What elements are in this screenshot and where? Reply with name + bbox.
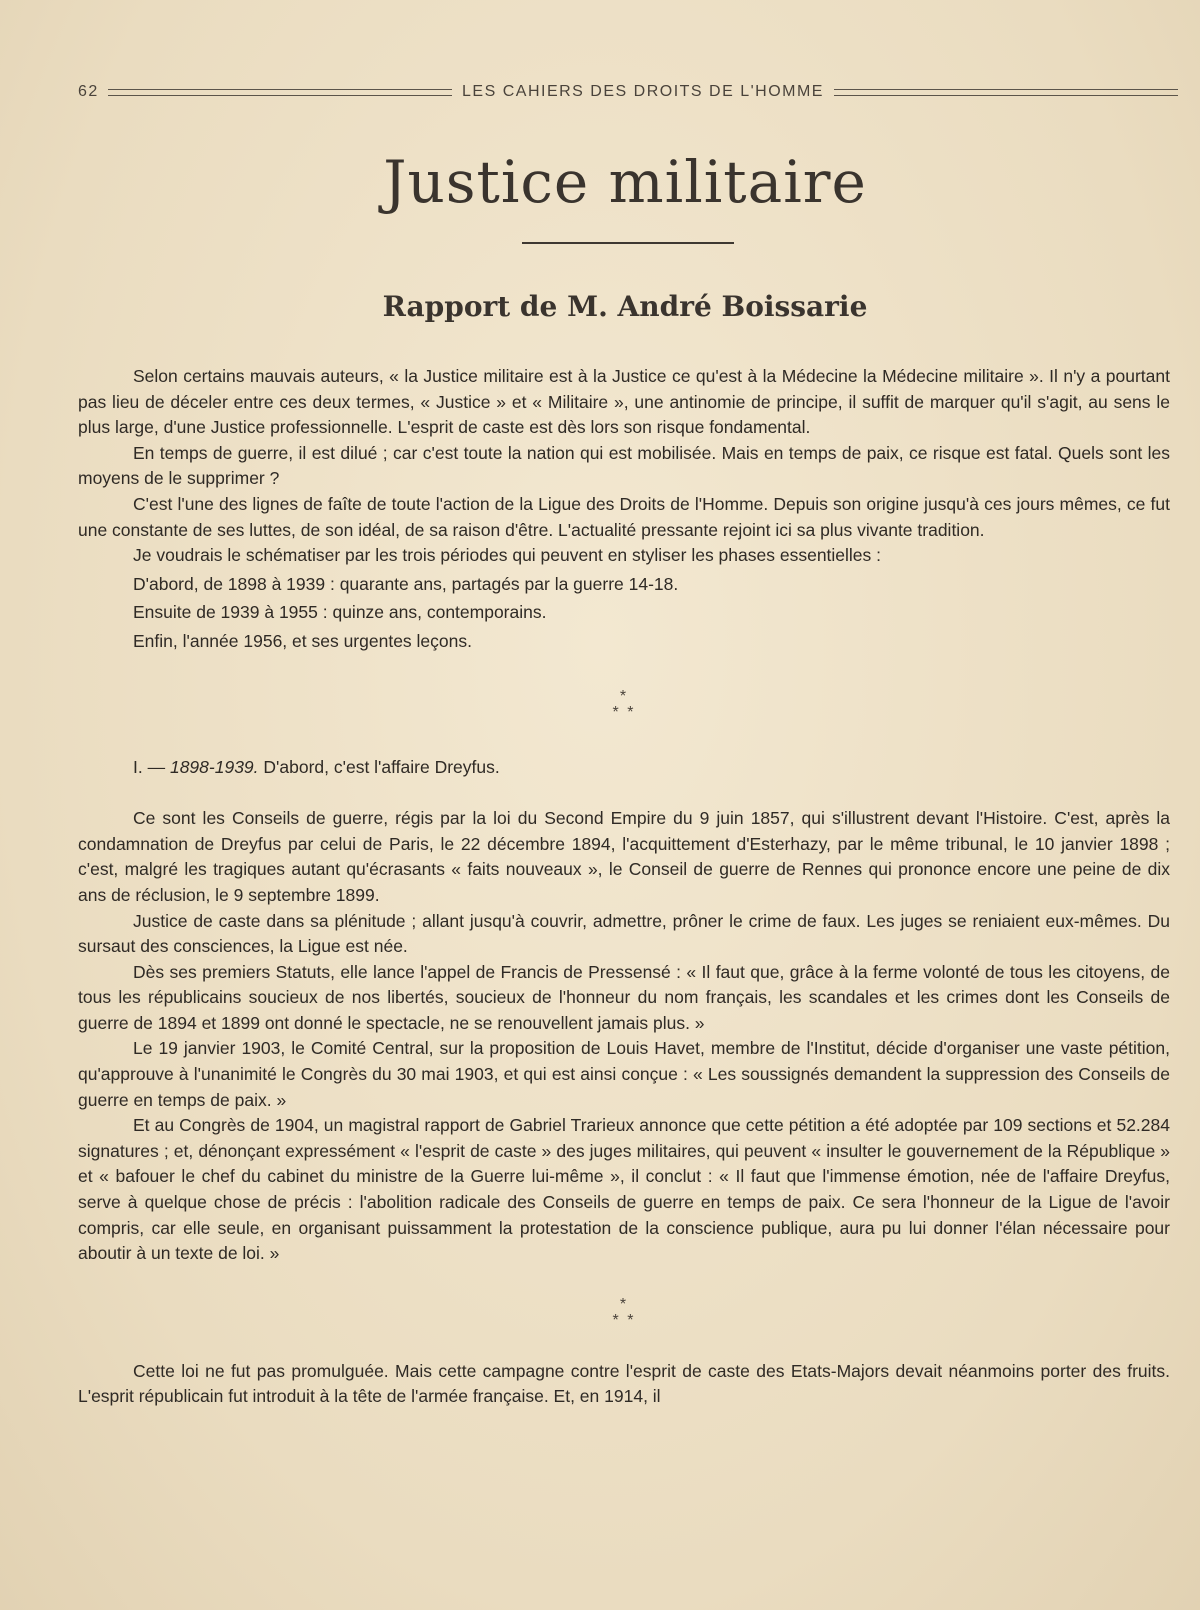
header-rule-right	[834, 89, 1178, 96]
paragraph: Justice de caste dans sa plénitude ; allant jusqu'à couvrir, admettre, prôner le crime de faux. Les juges se reniaient eux-mêmes. Du sursaut des consciences, la Ligue est née.	[78, 910, 1170, 957]
paragraph: Le 19 janvier 1903, le Comité Central, sur la proposition de Louis Havet, membre de l'Institut, décide d'organiser une vaste pétition, qu'approuve à l'unanimité le Congrès du 30 mai 1903, et qui est ainsi conçue : « Les soussignés demandent la suppression des Conseils de guerre en temps de paix. »	[78, 1038, 1170, 1110]
period-line: Ensuite de 1939 à 1955 : quinze ans, contemporains.	[133, 602, 547, 623]
paragraph: Et au Congrès de 1904, un magistral rapport de Gabriel Trarieux annonce que cette pétition a été adoptée par 109 sections et 52.284 signatures ; et, dénonçant expressément « l'esprit de caste » des juges militaires, qui peuvent « insulter le gouvernement de la République » et « bafouer le chef du cabinet du ministre de la Guerre lui-même », il conclut : « Il faut que l'immense émotion, née de l'affaire Dreyfus, serve à quelque chose de précis : l'abolition radicale des Conseils de guerre en temps de paix. Ce sera l'honneur de la Ligue de l'avoir compris, car elle seule, en organisant puissamment la protestation de la conscience publique, aura pu lui donner l'élan nécessaire pour aboutir à un texte de loi. »	[78, 1115, 1170, 1264]
asterism-bottom: * *	[612, 703, 636, 721]
section-number: I. —	[133, 756, 166, 777]
asterism-top: *	[619, 687, 629, 705]
journal-title: LES CAHIERS DES DROITS DE L'HOMME	[462, 83, 824, 100]
paragraph: Dès ses premiers Statuts, elle lance l'appel de Francis de Pressensé : « Il faut que, grâce à la ferme volonté de tous les citoyens, de tous les républicains soucieux de nos libertés, soucieux de l'honneur du nom français, les scandales et les crimes dont les Conseils de guerre de 1894 et 1899 ont donné le spectacle, ne se renouvellent jamais plus. »	[78, 961, 1170, 1033]
section-heading	[78, 755, 1170, 781]
paragraph: C'est l'une des lignes de faîte de toute l'action de la Ligue des Droits de l'Homme. Depuis son origine jusqu'à ces jours mêmes, ce fut une constante de ses luttes, de son idéal, de sa raison d'être. L'actualité pressante rejoint ici sa plus vivante tradition.	[78, 493, 1170, 540]
article-title: Justice militaire	[383, 148, 867, 216]
paragraph: Je voudrais le schématiser par les trois périodes qui peuvent en styliser les phases essentielles :	[133, 545, 882, 566]
asterism-bottom: * *	[612, 1311, 636, 1329]
title-rule	[522, 242, 734, 244]
asterism	[78, 689, 1170, 721]
paragraph: En temps de guerre, il est dilué ; car c'est toute la nation qui est mobilisée. Mais en temps de paix, ce risque est fatal. Quels sont les moyens de le supprimer ?	[78, 442, 1170, 489]
article-subtitle: Rapport de M. André Boissarie	[382, 290, 868, 323]
running-head	[78, 80, 1178, 104]
paragraph: Ce sont les Conseils de guerre, régis par la loi du Second Empire du 9 juin 1857, qui s'illustrent devant l'Histoire. C'est, après la condamnation de Dreyfus par celui de Paris, le 22 décembre 1894, l'acquittement d'Esterhazy, par le même tribunal, le 10 janvier 1898 ; c'est, malgré les tragiques autant qu'écrasants « faits nouveaux », le Conseil de guerre de Rennes qui prononce encore une peine de dix ans de réclusion, le 9 septembre 1899.	[78, 808, 1170, 905]
article-body	[78, 364, 1170, 1410]
header-rule-left	[108, 89, 452, 96]
section-heading-text: D'abord, c'est l'affaire Dreyfus.	[263, 756, 500, 777]
paragraph: Cette loi ne fut pas promulguée. Mais cette campagne contre l'esprit de caste des Etats-Majors devait néanmoins porter des fruits. L'esprit républicain fut introduit à la tête de l'armée française. Et, en 1914, il	[78, 1360, 1170, 1407]
period-line: Enfin, l'année 1956, et ses urgentes leçons.	[133, 630, 472, 651]
asterism-top: *	[619, 1295, 629, 1313]
asterism	[78, 1297, 1170, 1329]
page-number: 62	[78, 83, 99, 100]
section-years: 1898-1939.	[169, 756, 259, 777]
period-line: D'abord, de 1898 à 1939 : quarante ans, partagés par la guerre 14-18.	[133, 573, 679, 594]
paragraph: Selon certains mauvais auteurs, « la Justice militaire est à la Justice ce qu'est à la Médecine la Médecine militaire ». Il n'y a pourtant pas lieu de déceler entre ces deux termes, « Justice » et « Militaire », une antinomie de principe, il suffit de marquer qu'il s'agit, au sens le plus large, d'une Justice professionnelle. L'esprit de caste est dès lors son risque fondamental.	[78, 366, 1170, 438]
